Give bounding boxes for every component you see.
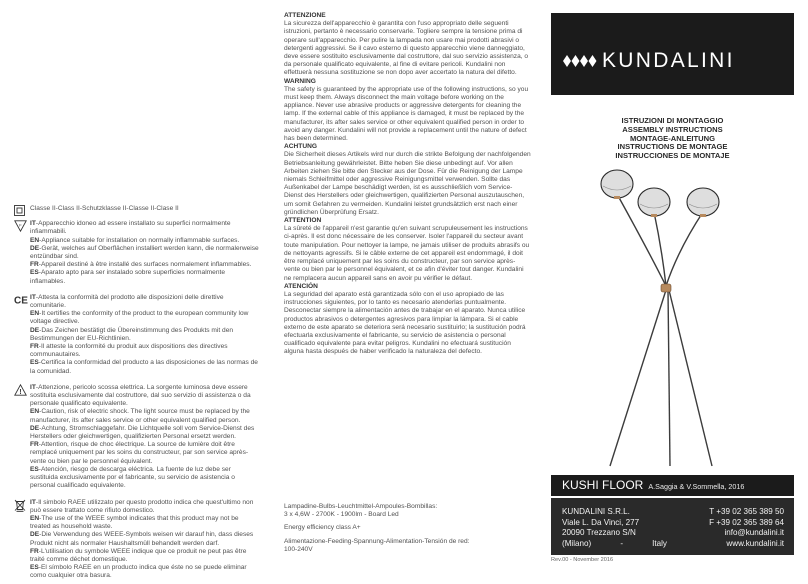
safety-heading-en: WARNING xyxy=(284,77,316,85)
email-link[interactable]: info@kundalini.it xyxy=(724,528,784,538)
supply-label: Alimentazione-Feeding-Spannung-Alimentation-Tensión de red: xyxy=(284,537,470,545)
class-ii-row xyxy=(14,205,260,213)
title-it: ISTRUZIONI DI MONTAGGIO xyxy=(621,116,724,125)
title-de: MONTAGE-ANLEITUNG xyxy=(629,133,716,143)
class-ii-icon xyxy=(14,205,27,217)
safety-body-de: Die Sicherheit dieses Artikels wird nur durch die strikte Befolgung der nachfolgenden Betriebsanleitung gewährleistet. Bitte heben Sie diese unbedingt auf. Vor allen Arbeiten ziehen Sie bitte den Stecker aus der Dose. Für die Reinigung der Lampe niemals Schleifmittel oder aggressive Reinigungsmittel verwenden. Sollte das Außenkabel der Lampe beschädigt werden, ist es ausschließlich vom Service-Dienst des Herstellers oder gleichwertigen, qualifizierten Personal auszutauschen, um somit Gefahren zu vermeiden. Kundalini leistet grundsätzlich erst nach einer gründlichen Überprüfung Ersatz. xyxy=(284,151,531,216)
warning-de: Achtung, Stromschlaggefahr. Die Lichtquelle soll vom Service-Dienst des Herstellers oder gleichwertigen, qualifizierten Personal ersetzt werden. xyxy=(30,424,255,441)
lamp-illustration xyxy=(578,160,738,472)
weee-it: Il simbolo RAEE utilizzato per questo prodotto indica che quest'ultimo non può essere trattato come rifiuto domestico. xyxy=(30,498,254,514)
company-name: KUNDALINI S.R.L. xyxy=(562,507,630,516)
country: Italy xyxy=(652,538,667,548)
lamp-stems xyxy=(610,194,712,466)
weee-es: El símbolo RAEE en un producto indica que éste no se puede eliminar como cualquier otra basura. xyxy=(30,564,247,580)
ce-it: Attesta la conformità del prodotto alle disposizioni delle direttive comunitarie. xyxy=(30,293,224,310)
warning-es: Atención, riesgo de descarga eléctrica. La fuente de luz debe ser sustituida exclusivamente por el fabricante, su servicio de asistencia o personal cualificado equivalente. xyxy=(30,465,235,490)
title-en: ASSEMBLY INSTRUCTIONS xyxy=(622,124,723,134)
brand-name: KUNDALINI xyxy=(602,49,735,72)
product-band xyxy=(551,475,794,496)
brand-header xyxy=(551,13,794,95)
city: 20090 Trezzano S/N xyxy=(562,528,636,538)
website-link[interactable]: www.kundalini.it xyxy=(726,538,784,548)
fax: F +39 02 365 389 64 xyxy=(709,517,784,527)
weee-en: The use of the WEEE symbol indicates that this product may not be treated as household waste. xyxy=(30,514,239,531)
region: (Milano) xyxy=(562,538,592,548)
lamp-joint xyxy=(661,284,671,292)
ce-de: Das Zeichen bestätigt die Übereinstimmung des Produkts mit den Bestimmungen der EU-Richtlinien. xyxy=(30,326,234,342)
safety-body-en: The safety is guaranteed by the appropriate use of the following instructions, so you must keep them. Always disconnect the main voltage before working on the appliance. Never use abrasive products or aggressive detergents for cleaning the lamp. If the external cable of this appliance is damaged, it must be replaced by the manufacturer, its after sales service or other equivalent qualified person in order to avoid any danger. Kundalini will not provide a replacement until the nature of defect has been determined. xyxy=(284,85,529,143)
flammable-de: Gerät, welches auf Oberflächen installiert werden kann, die normalerweise entzündbar sind. xyxy=(30,244,259,261)
title-es: INSTRUCCIONES DE MONTAJE xyxy=(615,151,730,161)
weee-bin-icon xyxy=(14,499,27,511)
ce-mark-icon xyxy=(14,294,27,306)
ce-es: Certifica la conformidad del producto a las disposiciones de las normas de la comunidad. xyxy=(30,359,258,375)
weee-fr: L'utilisation du symbole WEEE indique que ce produit ne peut pas être traité comme déchet domestique. xyxy=(30,547,247,563)
warning-triangle-icon xyxy=(14,384,27,396)
svg-text:!: ! xyxy=(19,388,22,396)
warning-fr: Attention, risque de choc électrique. La source de lumière doit être remplacé uniquement par les soins du constructeur, par son service après-vente ou bien par le personnel équivalent. xyxy=(30,441,249,465)
safety-heading-fr: ATTENTION xyxy=(284,217,322,225)
ce-row: CE IT-Attesta la conformità del prodotto alle disposizioni delle direttive comunitarie. EN-It certifies the conformity of the product to the european community low voltage directive. DE-Das Zeichen bestätigt die Übereinstimmung des Produkts mit den Bestimmungen der EU-Richtlinien. FR-Il atteste la conformité du produit aux dispositions des directives communautaires. ES-Certifica la conformidad del producto a las disposiciones de las normas de la comunidad. xyxy=(14,293,258,375)
symbols-column xyxy=(14,205,260,584)
street: Viale L. Da Vinci, 277 xyxy=(562,517,640,527)
phone: T +39 02 365 389 50 xyxy=(709,507,784,516)
product-designer: A.Saggia & V.Sommella, 2016 xyxy=(648,482,745,491)
instruction-titles xyxy=(551,117,794,161)
safety-body-fr: La sûreté de l'appareil n'est garantie qu'en suivant scrupuleusement les instructions ci-après. Il est donc nécessaire de les conserver. Isoler l'appareil du secteur avant toute manipulation. Pour nettoyer la lampe, ne jamais utiliser de produits abrasifs ou de nettoyants agressifs. Si le câble externe de cet appareil est endommagé, il doit être remplacé uniquement par les soins du constructeur, par son service après-vente ou bien par le personnel équivalent, et ce afin d'éviter tout danger. Kundalini ne remplacera aucun appareil sans en avoir pu vérifier le défaut. xyxy=(284,225,530,282)
warning-it: Attenzione, pericolo scossa elettrica. La sorgente luminosa deve essere sostituita esclusivamente dal costruttore, dal suo servizio di assistenza o da personale qualificato equivalente. xyxy=(30,383,251,408)
safety-body-es: La seguridad del aparato está garantizada sólo con el uso apropiado de las instrucciones siguientes, por lo tanto es necesario atenderlas puntualmente. Desconectar siempre la alimentación antes de trabajar en el aparato. Nunca utilice productos abrasivos o detergentes agresivos para limpiar la lámpara. Si el cable externo de este aparato se deteriora será necesario sustituirlo; la sustitución podrá efectuarla exclusivamente el fabricante, su servicio de asistencia o personal cualificado equivalente para evitar peligros. Kundalini no efectuará sustitución alguna hasta después de haber verificado la naturaleza del defecto. xyxy=(284,290,526,356)
supply-value: 100-240V xyxy=(284,545,313,553)
revision-note: Rev.00 - November 2016 xyxy=(551,557,614,563)
ce-en: It certifies the conformity of the product to the european community low voltage directive. xyxy=(30,310,249,326)
contact-info-block xyxy=(709,507,784,549)
svg-text:F: F xyxy=(19,222,22,228)
class-ii-label: Classe II-Class II-Schutzklasse II-Classe II-Clase II xyxy=(30,205,179,212)
title-fr: INSTRUCTIONS DE MONTAGE xyxy=(617,142,728,152)
flammable-row: F IT-Apparecchio idoneo ad essere installato su superfici normalmente infiammabili. EN-Appliance suitable for installation on normally inflammable surfaces. DE-Gerät, welches auf Oberflächen installiert werden kann, die normalerweise entzündbar sind. FR-Appareil destiné à être installé des surfaces normalement inflammables. ES-Aparato apto para ser instalado sobre superficies normalmente inflamables. xyxy=(14,220,260,286)
safety-column xyxy=(284,12,531,357)
bulbs-value: 3 x 4,6W - 2700K - 1900lm - Board Led xyxy=(284,511,399,519)
safety-heading-it: ATTENZIONE xyxy=(284,12,326,19)
energy-class: Energy efficiency class A+ xyxy=(284,524,361,532)
brand-logo xyxy=(563,49,735,73)
address-block: KUNDALINI S.R.L. Viale L. Da Vinci, 277 20090 Trezzano S/N (Milano) - Italy xyxy=(562,507,667,548)
safety-body-it: La sicurezza dell'apparecchio è garantita con l'uso appropriato delle seguenti istruzioni, pertanto è necessario conservarle. Togliere sempre la tensione prima di operare sull'apparecchio. Per pulire la lampada non usare mai prodotti abrasivi o detergenti aggressivi. Se il cavo esterno di questo apparecchio viene danneggiato, deve essere sostituito esclusivamente dal costruttore, dal suo servizio assistenza, o da personale qualificato equivalente, al fine di evitare pericoli. Kundalini non effettuerà nessuna sostituzione se non dopo aver accertato la natura del difetto. xyxy=(284,20,529,77)
safety-heading-es: ATENCIÓN xyxy=(284,282,318,290)
contact-band xyxy=(551,498,794,555)
specs-block xyxy=(284,503,531,559)
flammable-surface-icon xyxy=(14,220,27,232)
flammable-es: Aparato apto para ser instalado sobre superficies normalmente inflamables. xyxy=(30,269,225,285)
flammable-en: Appliance suitable for installation on normally inflammable surfaces. xyxy=(41,236,240,244)
flammable-fr: Appareil destiné à être installé des surfaces normalement inflammables. xyxy=(41,261,252,269)
ce-fr: Il atteste la conformité du produit aux dispositions des directives communautaires. xyxy=(30,343,228,359)
weee-de: Die Verwendung des WEEE-Symbols weisen wir darauf hin, dass dieses Produkt nicht als normaler Haushaltsmüll behandelt werden darf. xyxy=(30,531,254,547)
safety-heading-de: ACHTUNG xyxy=(284,143,317,151)
product-name: KUSHI FLOOR xyxy=(562,478,644,492)
flammable-it: Apparecchio idoneo ad essere installato su superfici normalmente infiammabili. xyxy=(30,220,231,236)
weee-row: IT-Il simbolo RAEE utilizzato per questo prodotto indica che quest'ultimo non può essere trattato come rifiuto domestico. EN-The use of the WEEE symbol indicates that this product may not be treated as household waste. DE-Die Verwendung des WEEE-Symbols weisen wir darauf hin, dass dieses Produkt nicht als normaler Haushaltsmüll behandelt werden darf. FR-L'utilisation du symbole WEEE indique que ce produit ne peut pas être traité comme déchet domestique. ES-El símbolo RAEE en un producto indica que éste no se puede eliminar como cualquier otra basura. xyxy=(14,499,260,581)
warning-en: Caution, risk of electric shock. The light source must be replaced by the manufacturer, its after sales service or other equivalent qualified person. xyxy=(30,408,250,424)
svg-text:CE: CE xyxy=(14,295,28,307)
lamp-shades xyxy=(601,170,719,217)
bulbs-label: Lampadine-Bulbs-Leuchtmittel-Ampoules-Bombillas: xyxy=(284,503,438,510)
warning-row: ! IT-Attenzione, pericolo scossa elettrica. La sorgente luminosa deve essere sostituita esclusivamente dal costruttore, dal suo servizio di assistenza o da personale qualificato equivalente. EN-Caution, risk of electric shock. The light source must be replaced by the manufacturer, its after sales service or other equivalent qualified person. DE-Achtung, Stromschlaggefahr. Die Lichtquelle soll vom Service-Dienst des Herstellers oder gleichwertigen, qualifizierten Personal ersetzt werden. FR-Attention, risque de choc électrique. La source de lumière doit être remplacé uniquement par les soins du constructeur, par son service après-vente ou bien par le personnel équivalent. ES-Atención, riesgo de descarga eléctrica. La fuente de luz debe ser sustituida exclusivamente por el fabricante, su servicio de asistencia o personal cualificado equivalente. xyxy=(14,384,260,491)
brand-mark-icon xyxy=(563,54,597,68)
